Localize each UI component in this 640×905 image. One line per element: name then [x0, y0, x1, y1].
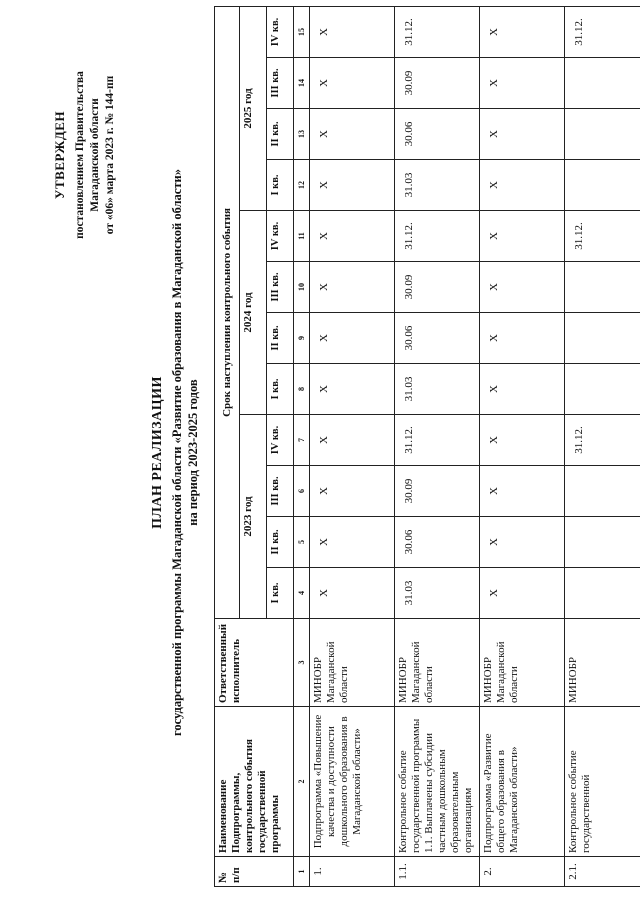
header-executor: Ответственный исполнитель: [215, 619, 294, 707]
deadline-cell: [565, 109, 640, 160]
deadline-cell: Х: [310, 364, 395, 415]
deadline-cell: [565, 313, 640, 364]
deadline-cell: Х: [310, 415, 395, 466]
table-row: [395, 6, 480, 886]
deadline-cell: Х: [310, 262, 395, 313]
row-name: Подпрограмма «Развитие общего образования в Магаданской области»: [480, 707, 565, 857]
header-deadline: Срок наступления контрольного события: [215, 6, 240, 618]
header-quarter: II кв.: [267, 313, 294, 364]
deadline-cell: Х: [310, 6, 395, 57]
deadline-cell: Х: [480, 568, 565, 619]
deadline-cell: Х: [310, 313, 395, 364]
header-quarter: I кв.: [267, 160, 294, 211]
row-name: Подпрограмма «Повышение качества и доступности дошкольного образования в Магаданской области»: [310, 707, 395, 857]
row-executor: МИНОБР Магаданской области: [480, 619, 565, 707]
approval-line-3: от «06» марта 2023 г. № 144-пп: [104, 75, 116, 235]
header-year-2025: 2025 год: [240, 6, 267, 210]
row-name: Контрольное событие государственной: [565, 707, 640, 857]
deadline-cell: Х: [480, 313, 565, 364]
deadline-cell: 30.09: [395, 262, 480, 313]
deadline-cell: Х: [480, 58, 565, 109]
column-number: 2: [294, 707, 310, 857]
header-year-2023: 2023 год: [240, 415, 267, 619]
column-number: 8: [294, 364, 310, 415]
header-quarter: III кв.: [267, 58, 294, 109]
row-executor: МИНОБР Магаданской области: [395, 619, 480, 707]
deadline-cell: 30.06: [395, 109, 480, 160]
title-subtitle: государственной программы Магаданской области «Развитие образования в Магаданской области»: [170, 169, 184, 736]
row-executor: МИНОБР Магаданской области: [310, 619, 395, 707]
header-quarter: III кв.: [267, 262, 294, 313]
table-row: [310, 6, 395, 886]
deadline-cell: [565, 517, 640, 568]
table-row: [565, 6, 640, 886]
deadline-cell: [565, 160, 640, 211]
title-main: ПЛАН РЕАЛИЗАЦИИ: [150, 376, 165, 529]
column-number: 9: [294, 313, 310, 364]
deadline-cell: [565, 466, 640, 517]
column-number: 3: [294, 619, 310, 707]
deadline-cell: Х: [480, 160, 565, 211]
approval-line-1: постановлением Правительства: [74, 71, 86, 239]
deadline-cell: Х: [480, 211, 565, 262]
row-number: 1.1.: [395, 857, 480, 887]
header-quarter: I кв.: [267, 568, 294, 619]
approval-heading: УТВЕРЖДЕН: [52, 110, 67, 200]
column-number: 4: [294, 568, 310, 619]
column-number: 1: [294, 857, 310, 887]
deadline-cell: 30.09: [395, 58, 480, 109]
deadline-cell: 31.12.: [565, 415, 640, 466]
deadline-cell: 30.09: [395, 466, 480, 517]
deadline-cell: 31.12.: [565, 211, 640, 262]
deadline-cell: Х: [480, 364, 565, 415]
deadline-cell: Х: [310, 109, 395, 160]
row-number: 2.: [480, 857, 565, 887]
deadline-cell: Х: [310, 160, 395, 211]
approval-stamp: [52, 25, 118, 285]
deadline-cell: Х: [480, 415, 565, 466]
deadline-cell: [565, 262, 640, 313]
deadline-cell: [565, 364, 640, 415]
deadline-cell: Х: [310, 568, 395, 619]
column-number-row: [294, 6, 310, 886]
deadline-cell: 31.12.: [395, 6, 480, 57]
column-number: 14: [294, 58, 310, 109]
deadline-cell: 31.12.: [395, 415, 480, 466]
table-row: [480, 6, 565, 886]
row-executor: МИНОБР: [565, 619, 640, 707]
header-quarter: IV кв.: [267, 6, 294, 57]
deadline-cell: [565, 58, 640, 109]
deadline-cell: Х: [480, 6, 565, 57]
column-number: 10: [294, 262, 310, 313]
header-name: Наименование Подпрограммы, контрольного события государственной программы: [215, 707, 294, 857]
column-number: 7: [294, 415, 310, 466]
column-number: 13: [294, 109, 310, 160]
deadline-cell: Х: [480, 466, 565, 517]
deadline-cell: Х: [480, 517, 565, 568]
column-number: 5: [294, 517, 310, 568]
deadline-cell: 31.03: [395, 160, 480, 211]
column-number: 12: [294, 160, 310, 211]
implementation-plan-table: [214, 6, 640, 887]
deadline-cell: 31.12.: [395, 211, 480, 262]
deadline-cell: Х: [310, 466, 395, 517]
deadline-cell: [565, 568, 640, 619]
approval-line-2: Магаданской области: [89, 98, 101, 212]
deadline-cell: 31.12.: [565, 6, 640, 57]
deadline-cell: Х: [310, 517, 395, 568]
column-number: 15: [294, 6, 310, 57]
deadline-cell: Х: [480, 109, 565, 160]
column-number: 6: [294, 466, 310, 517]
column-number: 11: [294, 211, 310, 262]
header-year-2024: 2024 год: [240, 211, 267, 415]
header-quarter: IV кв.: [267, 415, 294, 466]
title-period: на период 2023-2025 годов: [186, 379, 200, 526]
document-title: [150, 0, 201, 905]
header-quarter: II кв.: [267, 517, 294, 568]
deadline-cell: 31.03: [395, 364, 480, 415]
header-quarter: II кв.: [267, 109, 294, 160]
row-number: 1.: [310, 857, 395, 887]
deadline-cell: Х: [310, 58, 395, 109]
deadline-cell: 31.03: [395, 568, 480, 619]
header-quarter: I кв.: [267, 364, 294, 415]
row-number: 2.1.: [565, 857, 640, 887]
deadline-cell: Х: [480, 262, 565, 313]
row-name: Контрольное событие государственной программы 1.1. Выплачены субсидии частным дошкольным образовательным организациям: [395, 707, 480, 857]
deadline-cell: 30.06: [395, 313, 480, 364]
deadline-cell: 30.06: [395, 517, 480, 568]
header-quarter: III кв.: [267, 466, 294, 517]
deadline-cell: Х: [310, 211, 395, 262]
header-num: № п/п: [215, 857, 294, 887]
header-quarter: IV кв.: [267, 211, 294, 262]
